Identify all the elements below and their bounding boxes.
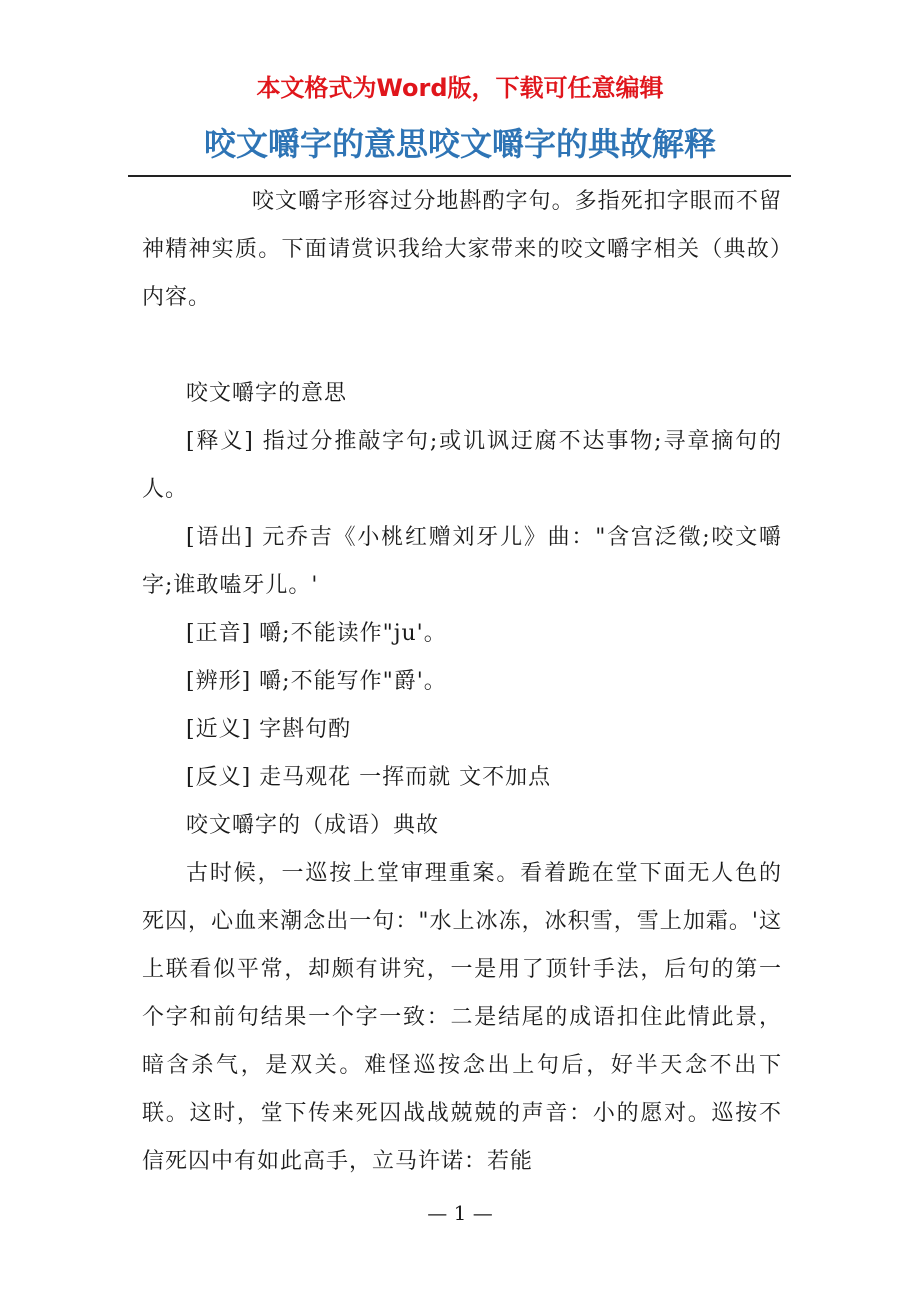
title-divider	[128, 175, 791, 177]
definition-paragraph: [释义] 指过分推敲字句;或讥讽迂腐不达事物;寻章摘句的人。	[142, 429, 782, 502]
source-paragraph: [语出] 元乔吉《小桃红赠刘牙儿》曲："含宫泛徵;咬文嚼字;谁敢嗑牙儿。'	[142, 525, 782, 598]
form-paragraph: [辨形] 嚼;不能写作"爵'。	[186, 669, 447, 694]
synonyms-paragraph: [近义] 字斟句酌	[186, 717, 352, 742]
document-body	[142, 178, 782, 1186]
story-paragraph: 古时候，一巡按上堂审理重案。看着跪在堂下面无人色的死囚，心血来潮念出一句："水上冰冻，冰积雪，雪上加霜。'这上联看似平常，却颇有讲究，一是用了顶针手法，后句的第一个字和前句结果一个字一致：二是结尾的成语扣住此情此景，暗含杀气，是双关。难怪巡按念出上句后，好半天念不出下联。这时，堂下传来死囚战战兢兢的声音：小的愿对。巡按不信死囚中有如此高手，立马许诺：若能	[142, 861, 782, 1174]
document-title: 咬文嚼字的意思咬文嚼字的典故解释	[203, 125, 716, 163]
intro-paragraph: 咬文嚼字形容过分地斟酌字句。多指死扣字眼而不留神精神实质。下面请赏识我给大家带来的咬文嚼字相关（典故）内容。	[142, 189, 782, 310]
pronunciation-paragraph: [正音] 嚼;不能读作"ju'。	[186, 621, 447, 646]
format-notice-banner: 本文格式为Word版，下载可任意编辑	[256, 74, 664, 102]
paragraph-spacer	[142, 322, 782, 370]
page-number: — 1 —	[427, 1201, 493, 1225]
section-heading-meaning: 咬文嚼字的意思	[186, 381, 348, 406]
section-heading-story: 咬文嚼字的（成语）典故	[186, 813, 440, 838]
antonyms-paragraph: [反义] 走马观花 一挥而就 文不加点	[186, 765, 552, 790]
